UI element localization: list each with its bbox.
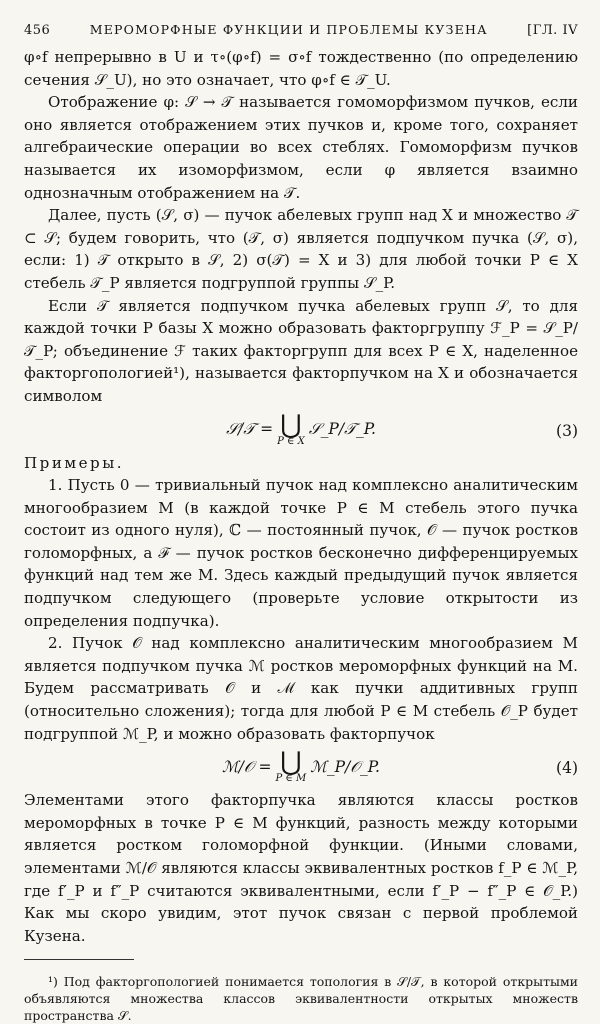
formula-lhs: ℳ/𝒪 = — [222, 757, 272, 776]
equation-number: (4) — [556, 759, 578, 778]
paragraph: Отображение φ: 𝒮 → 𝒯 называется гомоморфизмом пучков, если оно является отображением этих пучков и, кроме того, сохраняет алгебраические операции во всех стеблях. Гомоморфизм пучков называется их изоморфизмом, если φ является взаимно однозначным отображением на 𝒯. — [24, 93, 578, 202]
running-title: МЕРОМОРФНЫЕ ФУНКЦИИ И ПРОБЛЕМЫ КУЗЕНА — [89, 22, 488, 37]
union-subscript: P ∈ X — [277, 435, 305, 447]
running-head — [24, 22, 578, 38]
chapter-label: [ГЛ. IV — [527, 23, 578, 38]
union-symbol: ⋃ — [280, 747, 302, 778]
formula-rhs: 𝒮_P/𝒯_P. — [308, 420, 376, 439]
union-symbol: ⋃ — [280, 409, 302, 440]
union-subscript: P ∈ M — [275, 773, 307, 785]
formula-rhs: ℳ_P/𝒪_P. — [310, 757, 380, 776]
union-operator — [275, 747, 307, 785]
body-text — [24, 46, 578, 947]
page-number: 456 — [24, 23, 51, 38]
footnote-rule — [24, 959, 134, 960]
paragraph: φ∘f непрерывно в U и τ∘(φ∘f) = σ∘f тождественно (по определению сечения 𝒮_U), но это означает, что φ∘f ∈ 𝒯_U. — [24, 48, 578, 89]
formula-4 — [24, 745, 578, 789]
paragraph: 1. Пусть 0 — тривиальный пучок над комплексно аналитическим многообразием M (в каждой точке P ∈ M стебель этого пучка состоит из одного нуля), ℂ — постоянный пучок, 𝒪 — пучок ростков голоморфных, а ℱ — пучок ростков бесконечно дифференцируемых функций над тем же M. Здесь каждый предыдущий пучок является подпучком следующего (проверьте условие открытости из определения подпучка). — [24, 476, 578, 630]
formula-lhs: 𝒮/𝒯 = — [226, 420, 274, 439]
paragraph: Элементами этого факторпучка являются классы ростков мероморфных в точке P ∈ M функций, разность между которыми является ростком голоморфной функции. (Иными словами, элементами ℳ/𝒪 являются классы эквивалентных ростков f_P ∈ ℳ_P, где f′_P и f″_P считаются эквивалентными, если f′_P − f″_P ∈ 𝒪_P.) Как мы скоро увидим, этот пучок связан с первой проблемой Кузена. — [24, 791, 578, 945]
examples-heading: Примеры. — [24, 453, 125, 472]
formula-3 — [24, 408, 578, 452]
union-operator — [277, 409, 305, 447]
equation-number: (3) — [556, 421, 578, 440]
paragraph: Далее, пусть (𝒮, σ) — пучок абелевых групп над X и множество 𝒯 ⊂ 𝒮; будем говорить, что (𝒯, σ) является подпучком пучка (𝒮, σ), если: 1) 𝒯 открыто в 𝒮, 2) σ(𝒯) = X и 3) для любой точки P ∈ X стебель 𝒯_P является подгруппой группы 𝒮_P. — [24, 206, 578, 292]
paragraph: Если 𝒯 является подпучком пучка абелевых групп 𝒮, то для каждой точки P базы X можно образовать факторгруппу ℱ_P = 𝒮_P/𝒯_P; объединение ℱ таких факторгрупп для всех P ∈ X, наделенное факторгопологией¹), называется факторпучком на X и обозначается символом — [24, 296, 578, 405]
footnote: ¹) Под факторгопологией понимается топология в 𝒮/𝒯, в которой открытыми объявляются множества классов эквивалентности открытых множеств пространства 𝒮. — [24, 973, 578, 1023]
paragraph: 2. Пучок 𝒪 над комплексно аналитическим многообразием M является подпучком пучка ℳ ростков мероморфных функций на M. Будем рассматривать 𝒪 и ℳ как пучки аддитивных групп (относительно сложения); тогда для любой P ∈ M стебель 𝒪_P будет подгруппой ℳ_P, и можно образовать факторпучок — [24, 634, 578, 743]
